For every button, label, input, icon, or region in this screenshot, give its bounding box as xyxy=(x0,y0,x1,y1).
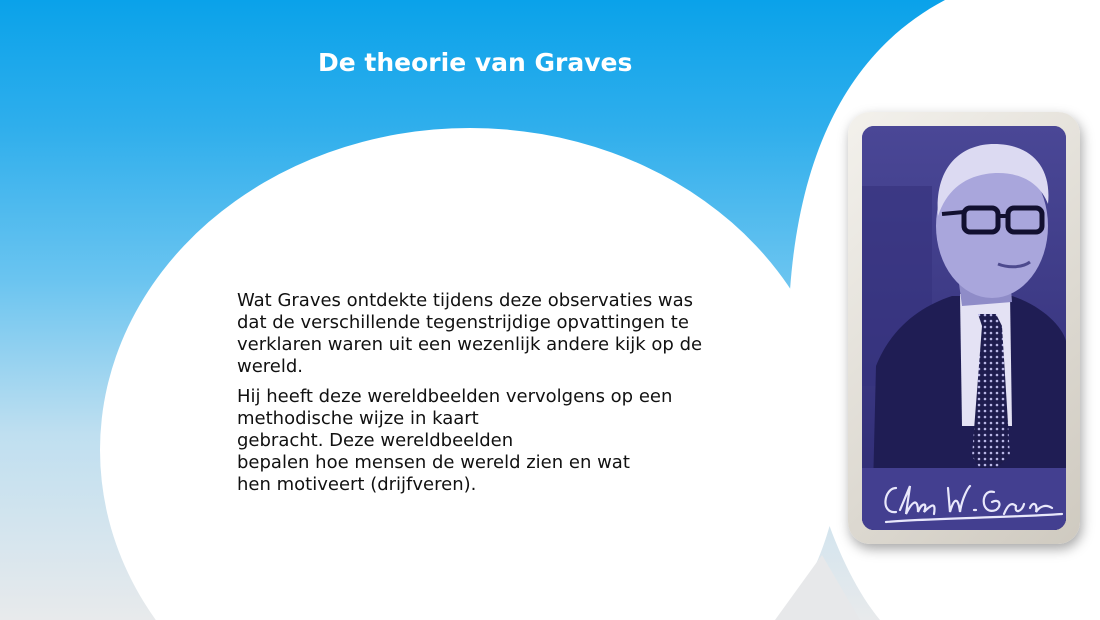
portrait-illustration xyxy=(862,126,1066,530)
slide-title: De theorie van Graves xyxy=(318,48,633,77)
paragraph-observations: Wat Graves ontdekte tijdens deze observaties was dat de verschillende tegenstrijdige opvattingen te verklaren waren uit een wezenlijk andere kijk op de wereld. xyxy=(237,290,703,377)
photo-frame xyxy=(848,112,1080,544)
paragraph-worldviews: Hij heeft deze wereldbeelden vervolgens op een methodische wijze in kaart gebracht. Deze wereldbeelden bepalen hoe mensen de wereld zien en wat hen motiveert (drijfveren). xyxy=(237,386,673,495)
body-text xyxy=(237,290,737,504)
graves-portrait xyxy=(862,126,1066,530)
